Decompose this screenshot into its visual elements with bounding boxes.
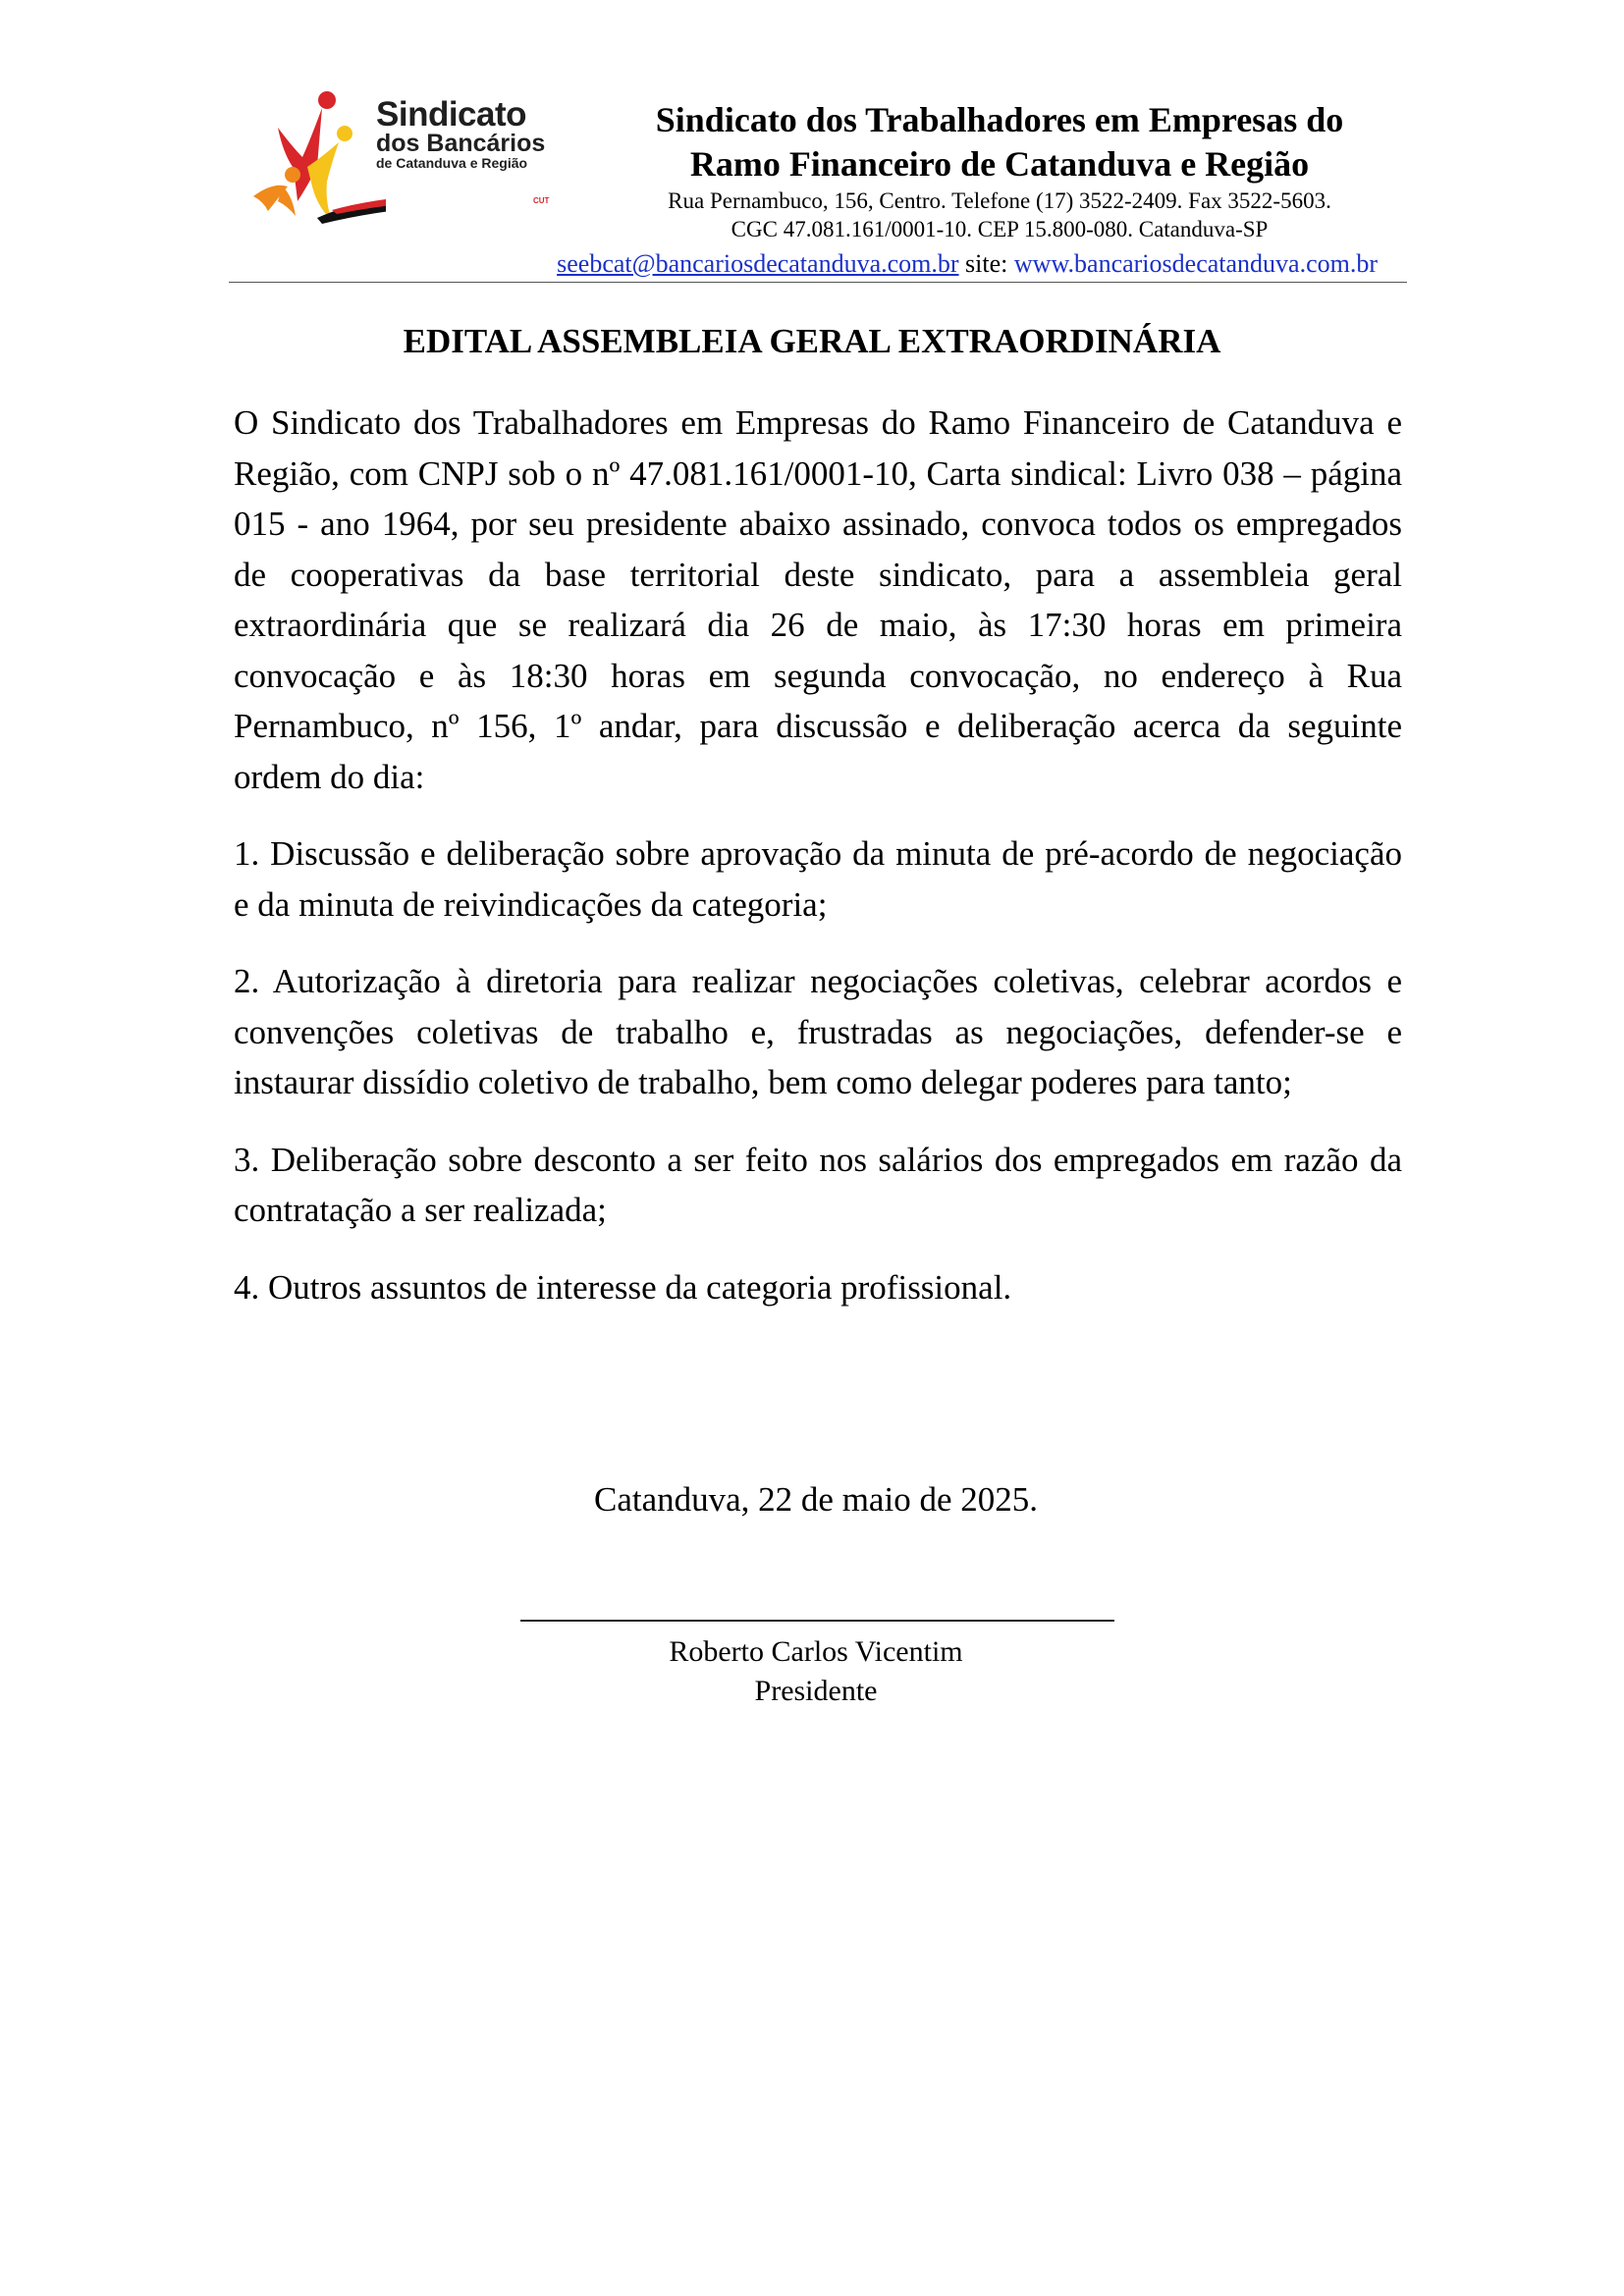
logo-line-2: dos Bancários [376, 130, 546, 157]
agenda-item-4: 4. Outros assuntos de interesse da categoria profissional. [234, 1267, 1012, 1307]
people-figures-icon [248, 88, 386, 226]
contact-line [557, 249, 1378, 279]
document-body [234, 398, 1402, 1339]
signatory-name: Roberto Carlos Vicentim [669, 1635, 963, 1668]
union-logo [248, 88, 592, 226]
organization-info [592, 98, 1407, 243]
agenda-item-1: 1. Discussão e deliberação sobre aprovação da minuta de pré-acordo de negociação e da minuta de reivindicações da categoria; [234, 834, 1402, 924]
signature-line [520, 1620, 1114, 1622]
header-divider [229, 282, 1407, 283]
website-link[interactable]: www.bancariosdecatanduva.com.br [1013, 249, 1378, 278]
logo-badge: CUT [533, 196, 550, 205]
logo-line-1: Sindicato [376, 95, 527, 133]
org-name-line-1: Sindicato dos Trabalhadores em Empresas do [655, 100, 1344, 139]
signatory-role: Presidente [754, 1675, 878, 1707]
agenda-item-2: 2. Autorização à diretoria para realizar negociações coletivas, celebrar acordos e convenções coletivas de trabalho e, frustradas as negociações, defender-se e instaurar dissídio coletivo de trabalho, bem como delegar poderes para tanto; [234, 962, 1402, 1101]
letterhead [229, 86, 1407, 283]
org-name-line-2: Ramo Financeiro de Catanduva e Região [689, 144, 1310, 184]
date-line: Catanduva, 22 de maio de 2025. [594, 1480, 1038, 1519]
intro-paragraph: O Sindicato dos Trabalhadores em Empresas do Ramo Financeiro de Catanduva e Região, com CNPJ sob o nº 47.081.161/0001-10, Carta sindical: Livro 038 – página 015 - ano 1964, por seu presidente abaixo assinado, convoca todos os empregados de cooperativas da base territorial deste sindicato, para a assembleia geral extraordinária que se realizará dia 26 de maio, às 17:30 horas em primeira convocação e às 18:30 horas em segunda convocação, no endereço à Rua Pernambuco, nº 156, 1º andar, para discussão e deliberação acerca da seguinte ordem do dia: [234, 403, 1402, 796]
logo-line-3: de Catanduva e Região [376, 155, 528, 171]
agenda-item-3: 3. Deliberação sobre desconto a ser feito nos salários dos empregados em razão da contratação a ser realizada; [234, 1140, 1402, 1229]
logo-wordmark [376, 95, 546, 172]
address-line-1: Rua Pernambuco, 156, Centro. Telefone (17) 3522-2409. Fax 3522-5603. [668, 188, 1331, 213]
email-link[interactable]: seebcat@bancariosdecatanduva.com.br [557, 249, 959, 278]
document-title: EDITAL ASSEMBLEIA GERAL EXTRAORDINÁRIA [403, 322, 1221, 360]
site-label: site: [965, 249, 1008, 278]
address-line-2: CGC 47.081.161/0001-10. CEP 15.800-080. Catanduva-SP [731, 217, 1269, 241]
